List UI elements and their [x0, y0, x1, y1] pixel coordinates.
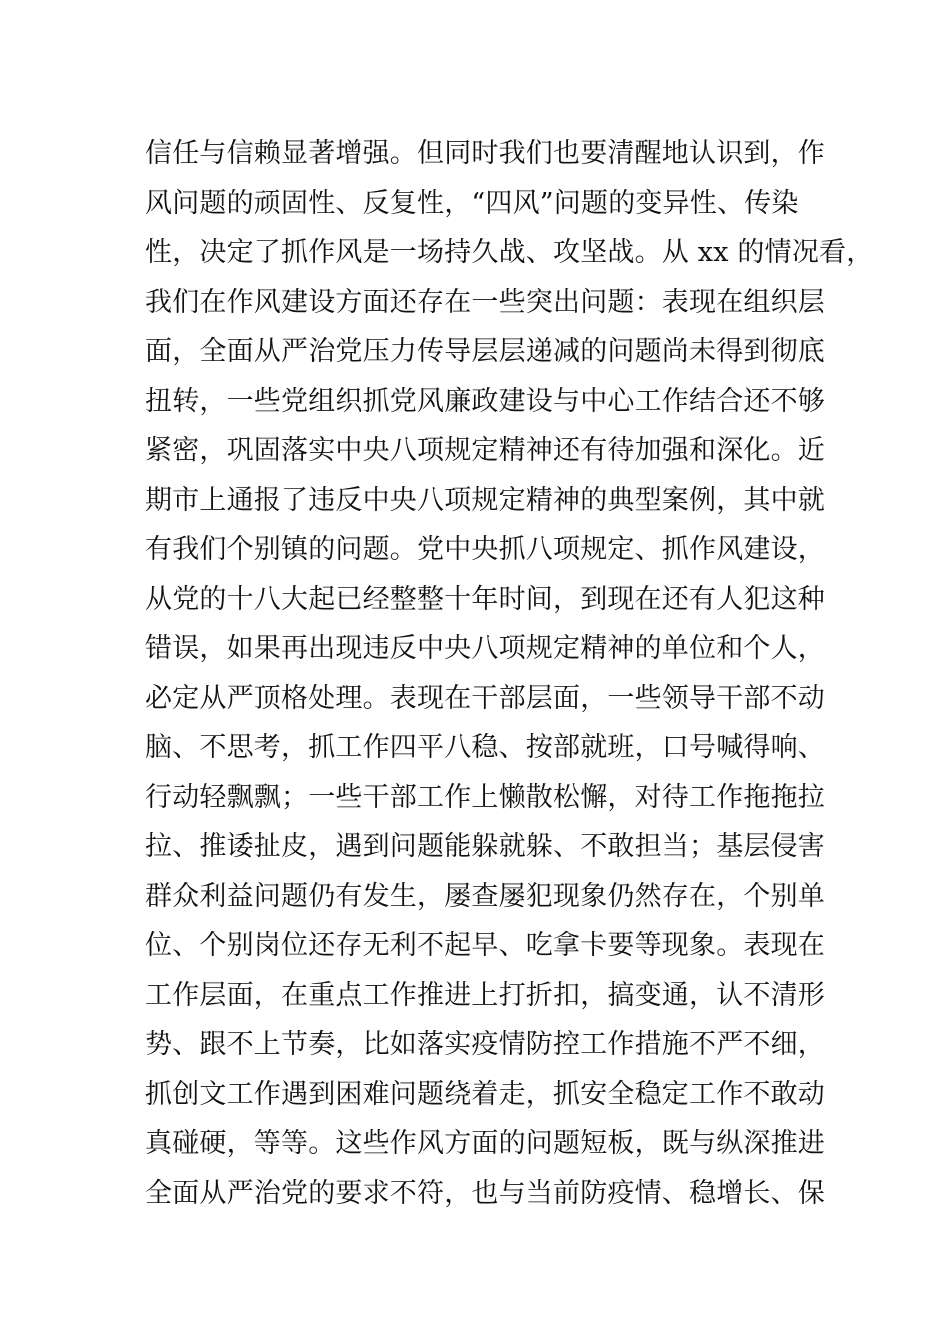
text-line: 工作层面，在重点工作推进上打折扣，搞变通，认不清形	[145, 979, 825, 1011]
text-line: 脑、不思考，抓工作四平八稳、按部就班，口号喊得响、	[145, 732, 825, 763]
text-line: 紧密，巩固落实中央八项规定精神还有待加强和深化。近	[145, 435, 825, 466]
text-line: 必定从严顶格处理。表现在干部层面，一些领导干部不动	[145, 682, 825, 714]
text-line: 全面从严治党的要求不符，也与当前防疫情、稳增长、保	[145, 1177, 825, 1209]
text-line: 错误，如果再出现违反中央八项规定精神的单位和个人，	[145, 633, 825, 664]
text-line: 行动轻飘飘；一些干部工作上懒散松懈，对待工作拖拖拉	[145, 781, 825, 813]
text-line: 抓创文工作遇到困难问题绕着走，抓安全稳定工作不敢动	[145, 1078, 825, 1110]
text-line: 面，全面从严治党压力传导层层递减的问题尚未得到彻底	[145, 336, 825, 367]
text-line: 有我们个别镇的问题。党中央抓八项规定、抓作风建设，	[145, 534, 825, 565]
text-line: 性，决定了抓作风是一场持久战、攻坚战。从 xx 的情况看，	[145, 237, 874, 268]
text-line: 真碰硬，等等。这些作风方面的问题短板，既与纵深推进	[145, 1128, 825, 1159]
text-line: 风问题的顽固性、反复性，“四风”问题的变异性、传染	[145, 187, 799, 219]
text-line: 信任与信赖显著增强。但同时我们也要清醒地认识到，作	[145, 138, 825, 169]
body-paragraph	[145, 129, 874, 1218]
text-line: 期市上通报了违反中央八项规定精神的典型案例，其中就	[145, 484, 825, 516]
text-line: 我们在作风建设方面还存在一些突出问题：表现在组织层	[145, 286, 825, 318]
text-line: 势、跟不上节奏，比如落实疫情防控工作措施不严不细，	[145, 1029, 825, 1060]
text-line: 位、个别岗位还存无利不起早、吃拿卡要等现象。表现在	[145, 930, 825, 961]
text-line: 群众利益问题仍有发生，屡查屡犯现象仍然存在，个别单	[145, 880, 825, 912]
text-line: 拉、推诿扯皮，遇到问题能躲就躲、不敢担当；基层侵害	[145, 831, 825, 862]
text-line: 扭转，一些党组织抓党风廉政建设与中心工作结合还不够	[145, 385, 825, 417]
text-line: 从党的十八大起已经整整十年时间，到现在还有人犯这种	[145, 583, 825, 615]
